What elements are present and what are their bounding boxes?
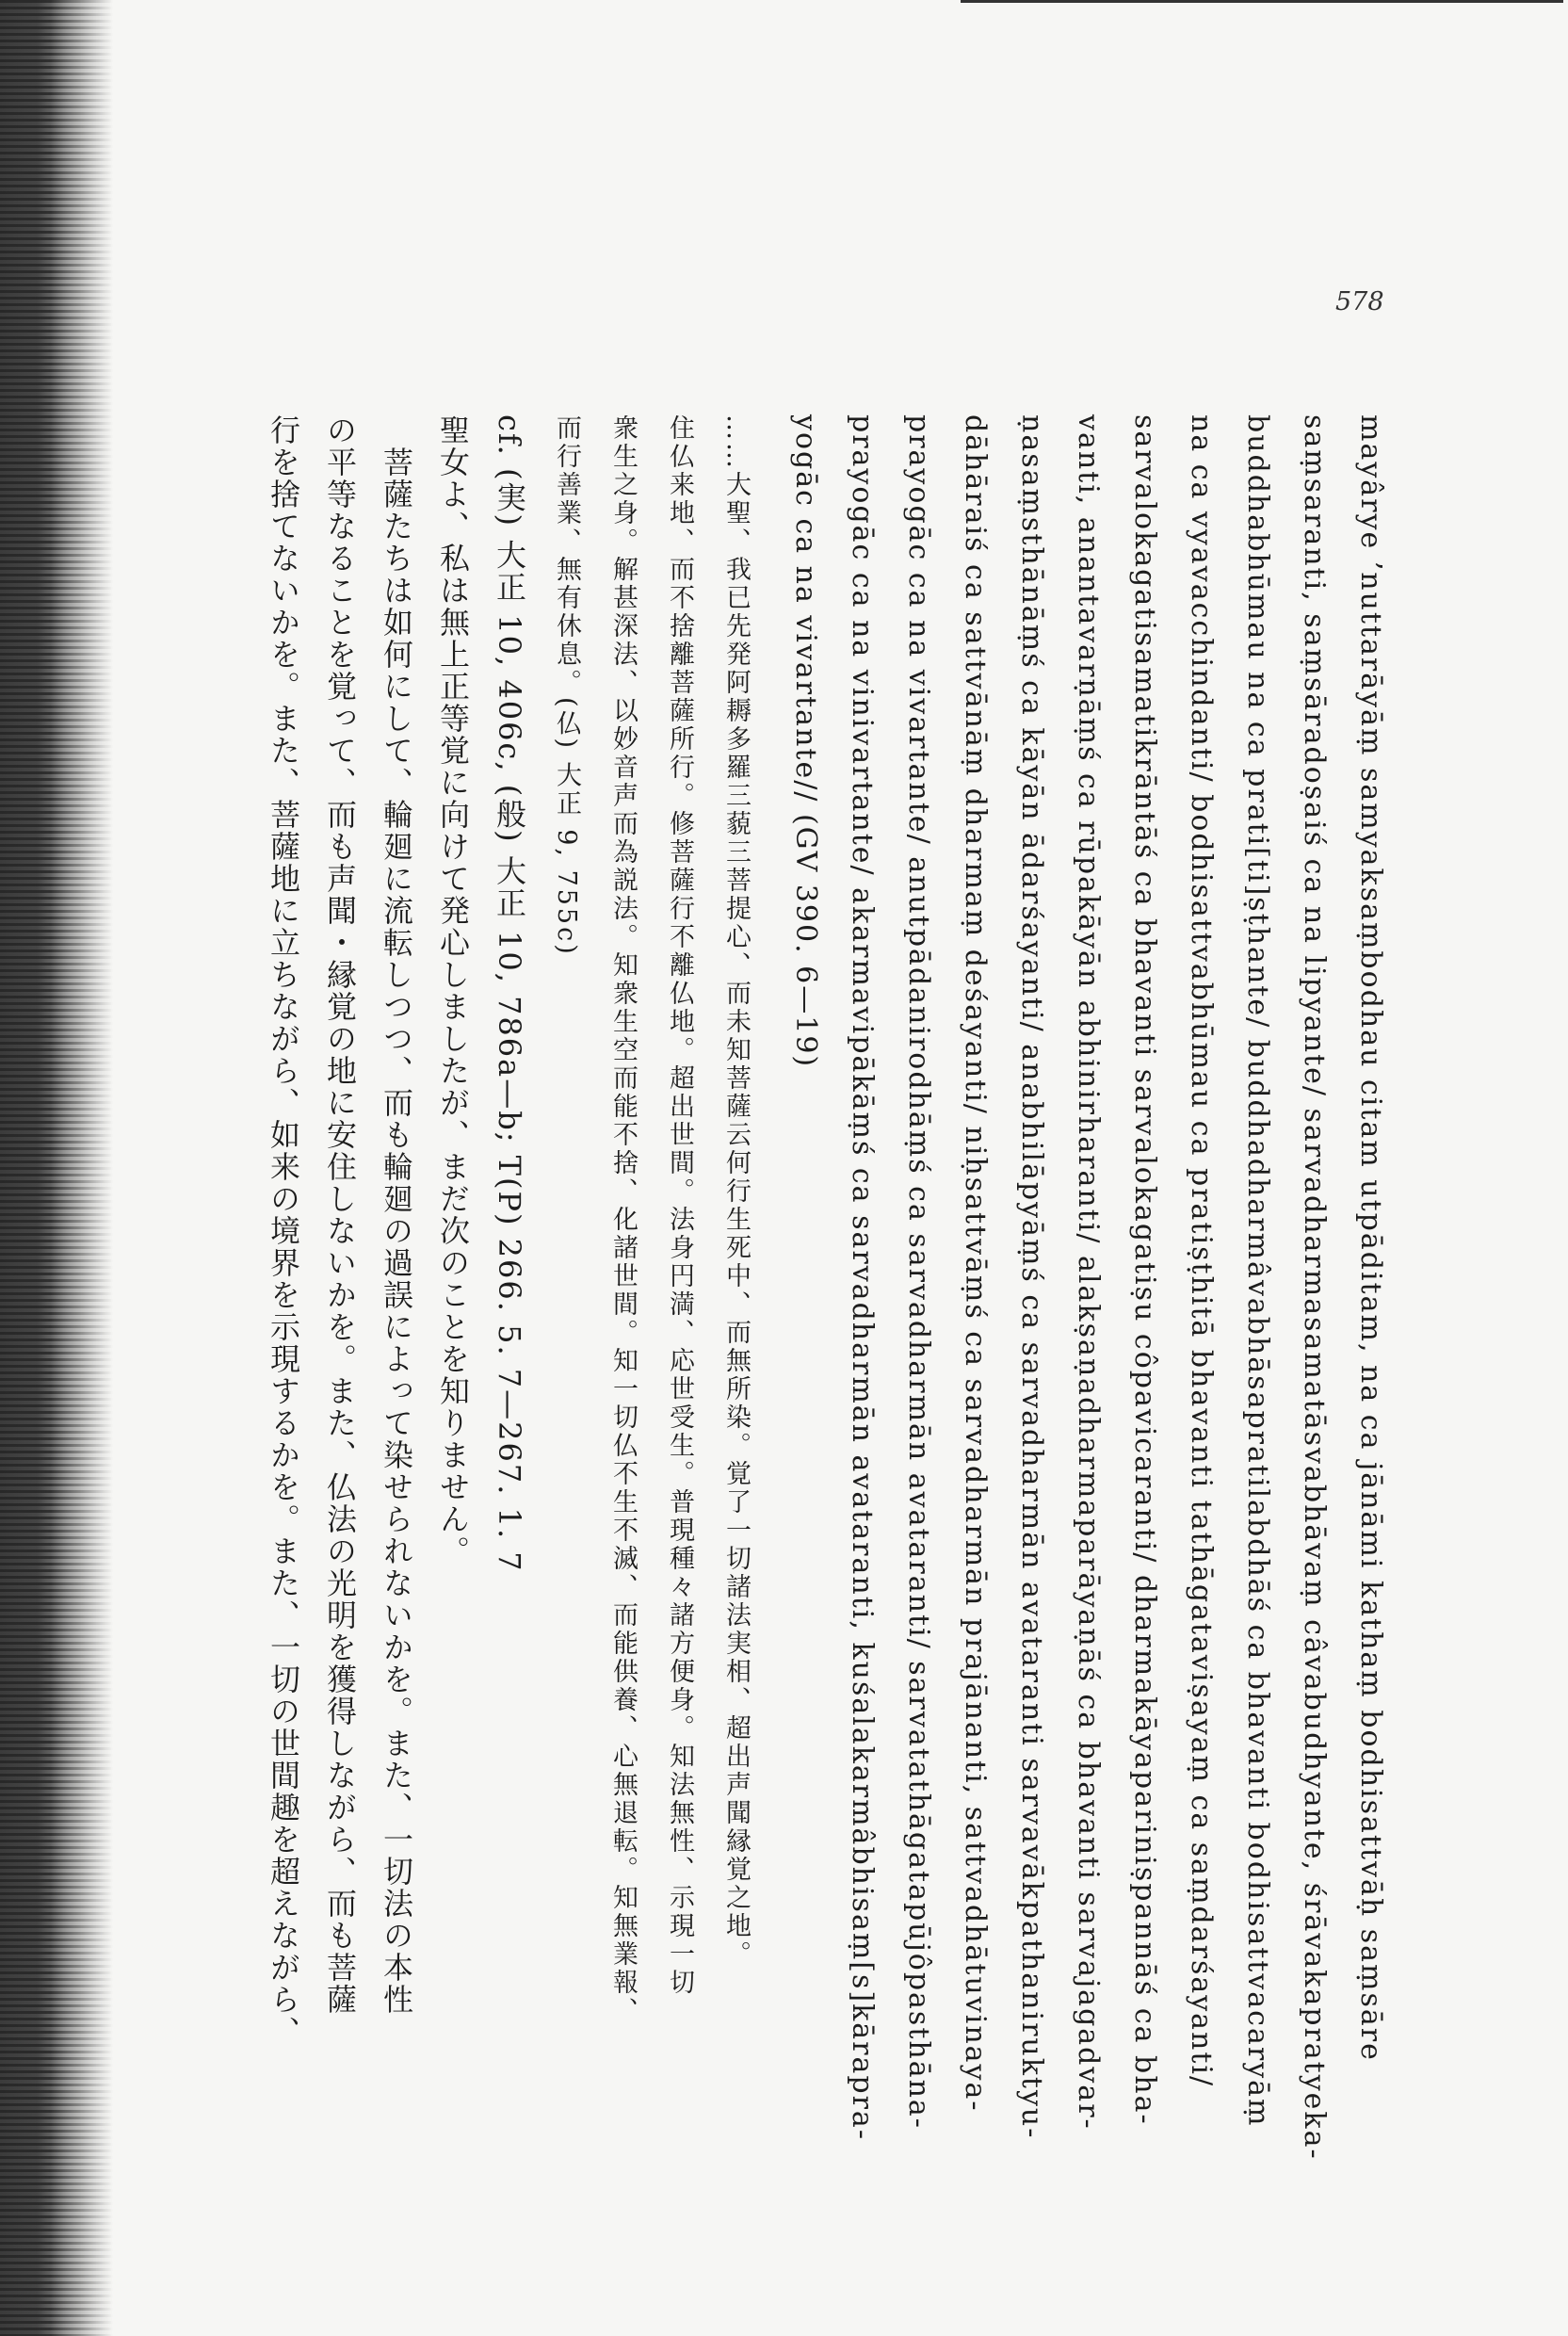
- text-line-kanbun: 而行善業、無有休息。(仏) 大正 9, 755c): [552, 414, 581, 957]
- text-line-roman: buddhabhūmau na ca prati[ti]ṣṭhante/ buddhadharmâvabhāsapratilabdhāś ca bhavanti bodhisattvacaryāṃ: [1241, 414, 1274, 2128]
- text-line-jp: 菩薩たちは如何にして、輪廻に流転しつつ、而も輪廻の過誤によって染せられないかを。また、一切法の本性: [379, 414, 414, 2016]
- page-number: 578: [1335, 287, 1384, 316]
- text-line-roman: prayogāc ca na vinivartante/ akarmavipākāṃś ca sarvadharmān avataranti, kuśalakarmâbhisaṃ[s]kārapra-: [846, 414, 879, 2141]
- text-line-jp: の平等なることを覚って、而も声聞・縁覚の地に安住しないかを。また、仏法の光明を獲得しながら、而も菩薩: [322, 414, 358, 2016]
- text-line-roman: saṃsaranti, saṃsāradoṣaiś ca na lipyante/ sarvadharmasamatāsvabhāvaṃ câvabudhyante, śrāvakapratyeka-: [1298, 414, 1331, 2161]
- text-line-roman: dāhāraiś ca sattvānāṃ dharmaṃ deśayanti/ niḥsattvāṃś ca sarvadharmān prajānanti, sattvadhātuvinaya-: [959, 414, 992, 2113]
- text-line-kanbun: 住仏来地、而不捨離菩薩所行。修菩薩行不離仏地。超出世間。法身円満、応世受生。普現種々諸方便身。知法無性、示現一切: [665, 414, 694, 1997]
- text-line-jp: 聖女よ、私は無上正等覚に向けて発心しましたが、まだ次のことを知りません。: [435, 414, 471, 1567]
- text-line-roman: na ca vyavacchindanti/ bodhisattvabhūmau ca pratiṣṭhitā bhavanti tathāgataviṣayaṃ ca saṃdarśayanti/: [1185, 414, 1218, 2088]
- text-line-kanbun: 衆生之身。解甚深法、以妙音声而為説法。知衆生空而能不捨、化諸世間。知一切仏不生不滅、而能供養、心無退転。知無業報、: [608, 414, 638, 2025]
- text-line-jp: cf. (実) 大正 10, 406c, (般) 大正 10, 786a—b; T(P) 266. 5. 7—267. 1. 7: [492, 414, 527, 1573]
- text-line-roman: yogāc ca na vivartante// (GV 390. 6—19): [789, 414, 822, 1069]
- text-line-roman: vanti, anantavarṇāṃś ca rūpakāyān abhinirharanti/ alakṣaṇadharmaparāyaṇāś ca bhavanti sarvajagadvar-: [1072, 414, 1105, 2131]
- scan-edge-shadow: [0, 0, 113, 2336]
- text-line-roman: sarvalokagatisamatikrāntāś ca bhavanti sarvalokagatiṣu côpavicaranti/ dharmakāyapariniṣpannāś ca bha-: [1128, 414, 1161, 2126]
- text-line-roman: mayârye ’nuttarāyāṃ samyaksaṃbodhau citam utpāditam, na ca jānāmi kathaṃ bodhisattvāḥ saṃsāre: [1354, 414, 1387, 2062]
- text-line-jp: 行を捨てないかを。また、菩薩地に立ちながら、如来の境界を示現するかを。また、一切の世間趣を超えながら、: [266, 414, 301, 2048]
- text-line-kanbun: ……大聖、我已先発阿耨多羅三藐三菩提心、而未知菩薩云何行生死中、而無所染。覚了一切諸法実相、超出声聞縁覚之地。: [721, 414, 751, 1969]
- top-rule: [961, 0, 1563, 3]
- text-line-roman: ṇasaṃsthānāṃś ca kāyān ādarśayanti/ anabhilāpyāṃś ca sarvadharmān avataranti sarvavākpathaniruktyu-: [1015, 414, 1048, 2140]
- text-line-roman: prayogāc ca na vivartante/ anutpādanirodhāṃś ca sarvadharmān avataranti/ sarvatathāgatapūjôpasthāna-: [902, 414, 935, 2130]
- text-body: [255, 414, 1398, 2279]
